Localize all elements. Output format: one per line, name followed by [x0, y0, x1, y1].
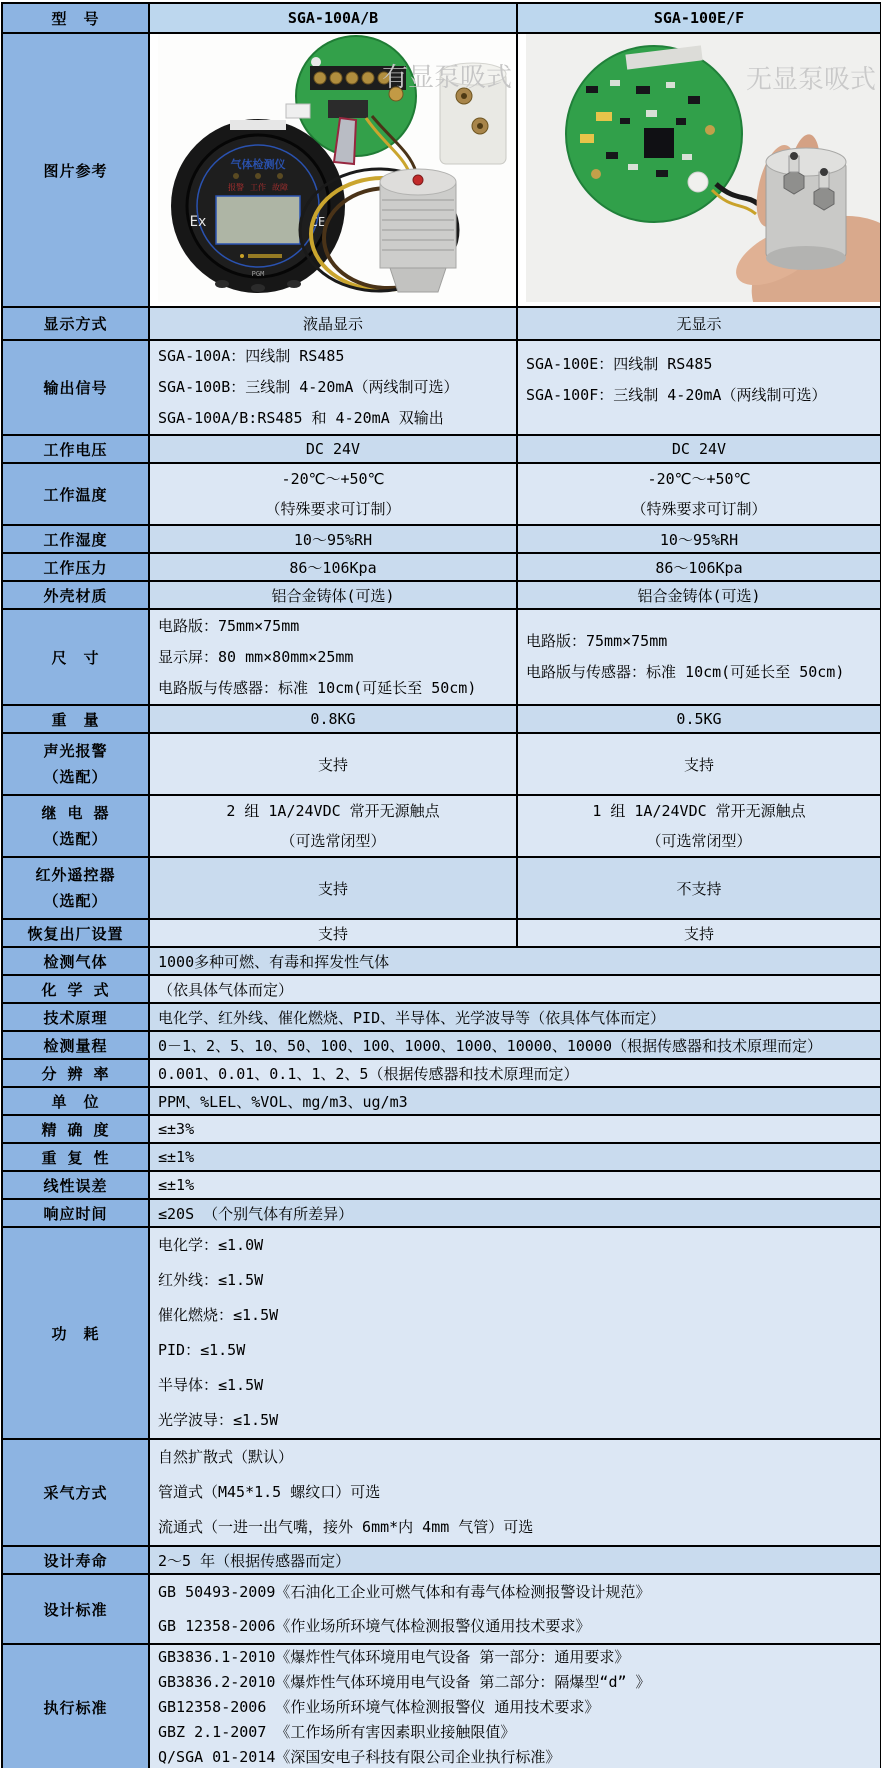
spec-row-unit — [2, 1087, 881, 1115]
silver-sensor-illustration — [766, 148, 846, 270]
row-label: 设计寿命 — [2, 1546, 149, 1574]
spec-row-design-standard — [2, 1574, 881, 1644]
spec-row-pressure — [2, 553, 881, 581]
model-label: 型 号 — [2, 3, 149, 33]
spec-row-linearity — [2, 1171, 881, 1199]
value: （依具体气体而定） — [149, 975, 881, 1003]
row-label: 检测量程 — [2, 1031, 149, 1059]
row-label: 精 确 度 — [2, 1115, 149, 1143]
value-a: -20℃～+50℃ （特殊要求可订制） — [149, 463, 517, 525]
model-b: SGA-100E/F — [517, 3, 881, 33]
row-label: 响应时间 — [2, 1199, 149, 1227]
row-label: 恢复出厂设置 — [2, 919, 149, 947]
spec-row-humidity — [2, 525, 881, 553]
spec-row-range — [2, 1031, 881, 1059]
value: 1000多种可燃、有毒和挥发性气体 — [149, 947, 881, 975]
led-work-label: 工作 — [250, 183, 266, 192]
row-label: 重 复 性 — [2, 1143, 149, 1171]
model-a: SGA-100A/B — [149, 3, 517, 33]
spec-row-reset — [2, 919, 881, 947]
value: ≤±3% — [149, 1115, 881, 1143]
spec-row-sampling — [2, 1439, 881, 1546]
value-a: 10～95%RH — [149, 525, 517, 553]
value-b: 0.5KG — [517, 705, 881, 733]
value-a: 支持 — [149, 919, 517, 947]
spec-row-remote — [2, 857, 881, 919]
value-a: 液晶显示 — [149, 307, 517, 340]
photo-b — [517, 33, 881, 307]
value: GB3836.1-2010《爆炸性气体环境用电气设备 第一部分：通用要求》 GB3836.2-2010《爆炸性气体环境用电气设备 第二部分：隔爆型“d” 》 GB12358-2006 《作业场所环境气体检测报警仪 通用技术要求》 GBZ 2.1-2007 《工作场所有害因素职业接触限值》 Q/SGA 01-2014《深国安电子科技有限公司企业执行标准》 — [149, 1644, 881, 1768]
value-b: 支持 — [517, 919, 881, 947]
spec-row-relay — [2, 795, 881, 857]
row-label: 工作温度 — [2, 463, 149, 525]
value: ≤±1% — [149, 1143, 881, 1171]
value-a: 支持 — [149, 733, 517, 795]
row-label: 显示方式 — [2, 307, 149, 340]
spec-row-resolution — [2, 1059, 881, 1087]
pgm-label: PGM — [251, 270, 265, 278]
value-b: 1 组 1A/24VDC 常开无源触点 （可选常闭型） — [517, 795, 881, 857]
spec-row-lifespan — [2, 1546, 881, 1574]
value: 电化学：≤1.0W 红外线：≤1.5W 催化燃烧：≤1.5W PID：≤1.5W 半导体：≤1.5W 光学波导：≤1.5W — [149, 1227, 881, 1439]
spec-row-voltage — [2, 435, 881, 463]
photo-label: 图片参考 — [2, 33, 149, 307]
product-photo-pumped-display — [158, 34, 517, 302]
value-b: 电路版：75mm×75mm 电路版与传感器：标准 10cm(可延长至 50cm) — [517, 609, 881, 705]
value-a: DC 24V — [149, 435, 517, 463]
value-b: DC 24V — [517, 435, 881, 463]
row-label: 采气方式 — [2, 1439, 149, 1546]
value: ≤±1% — [149, 1171, 881, 1199]
watermark-pumped-nodisplay: 无显泵吸式 — [745, 65, 876, 95]
value-b: -20℃～+50℃ （特殊要求可订制） — [517, 463, 881, 525]
spec-row-response-time — [2, 1199, 881, 1227]
spec-row-formula — [2, 975, 881, 1003]
value-b: SGA-100E：四线制 RS485 SGA-100F：三线制 4-20mA（两线制可选） — [517, 340, 881, 435]
spec-table — [1, 2, 881, 1768]
value-a: 电路版：75mm×75mm 显示屏：80 mm×80mm×25mm 电路版与传感器：标准 10cm(可延长至 50cm) — [149, 609, 517, 705]
device-title: 气体检测仪 — [230, 158, 286, 171]
value: 电化学、红外线、催化燃烧、PID、半导体、光学波导等（依具体气体而定） — [149, 1003, 881, 1031]
value-a: 0.8KG — [149, 705, 517, 733]
spec-row-accuracy — [2, 1115, 881, 1143]
row-label: 线性误差 — [2, 1171, 149, 1199]
value: GB 50493-2009《石油化工企业可燃气体和有毒气体检测报警设计规范》 GB 12358-2006《作业场所环境气体检测报警仪通用技术要求》 — [149, 1574, 881, 1644]
row-label: 执行标准 — [2, 1644, 149, 1768]
row-label: 尺 寸 — [2, 609, 149, 705]
row-label: 分 辨 率 — [2, 1059, 149, 1087]
spec-row-weight — [2, 705, 881, 733]
value: 0－1、2、5、10、50、100、100、1000、1000、10000、10000（根据传感器和技术原理而定） — [149, 1031, 881, 1059]
value-a: SGA-100A：四线制 RS485 SGA-100B：三线制 4-20mA（两线制可选） SGA-100A/B:RS485 和 4-20mA 双输出 — [149, 340, 517, 435]
row-label: 设计标准 — [2, 1574, 149, 1644]
value-b: 支持 — [517, 733, 881, 795]
row-label: 检测气体 — [2, 947, 149, 975]
row-label: 单 位 — [2, 1087, 149, 1115]
value-a: 2 组 1A/24VDC 常开无源触点 （可选常闭型） — [149, 795, 517, 857]
row-label: 重 量 — [2, 705, 149, 733]
ce-mark: CE — [310, 215, 326, 229]
value: 2～5 年（根据传感器而定） — [149, 1546, 881, 1574]
row-label: 技术原理 — [2, 1003, 149, 1031]
row-label: 外壳材质 — [2, 581, 149, 609]
row-label: 化 学 式 — [2, 975, 149, 1003]
spec-row-power — [2, 1227, 881, 1439]
photo-a — [149, 33, 517, 307]
value: PPM、%LEL、%VOL、mg/m3、ug/m3 — [149, 1087, 881, 1115]
product-photo-pumped-nodisplay — [526, 34, 881, 302]
spec-row-execution-standard — [2, 1644, 881, 1768]
row-label: 红外遥控器 （选配） — [2, 857, 149, 919]
spec-row-alarm — [2, 733, 881, 795]
value-a: 支持 — [149, 857, 517, 919]
value: 0.001、0.01、0.1、1、2、5（根据传感器和技术原理而定） — [149, 1059, 881, 1087]
row-label: 功 耗 — [2, 1227, 149, 1439]
spec-row-output — [2, 340, 881, 435]
row-label: 输出信号 — [2, 340, 149, 435]
value-b: 不支持 — [517, 857, 881, 919]
value-b: 86～106Kpa — [517, 553, 881, 581]
header-row — [2, 3, 881, 33]
led-alarm-label: 报警 — [228, 183, 244, 192]
value-a: 86～106Kpa — [149, 553, 517, 581]
spec-row-temperature — [2, 463, 881, 525]
row-label: 工作湿度 — [2, 525, 149, 553]
value-a: 铝合金铸体(可选) — [149, 581, 517, 609]
row-label: 工作电压 — [2, 435, 149, 463]
value: ≤20S （个别气体有所差异） — [149, 1199, 881, 1227]
silver-sensor-illustration — [380, 169, 456, 292]
led-fault-label: 故障 — [272, 183, 288, 192]
row-label: 声光报警 （选配） — [2, 733, 149, 795]
spec-row-principle — [2, 1003, 881, 1031]
value: 自然扩散式（默认） 管道式（M45*1.5 螺纹口）可选 流通式（一进一出气嘴，接外 6mm*内 4mm 气管）可选 — [149, 1439, 881, 1546]
value-b: 无显示 — [517, 307, 881, 340]
spec-row-display — [2, 307, 881, 340]
ex-mark: Ex — [189, 214, 207, 230]
spec-row-repeatability — [2, 1143, 881, 1171]
spec-row-housing — [2, 581, 881, 609]
photo-row — [2, 33, 881, 307]
spec-row-gases — [2, 947, 881, 975]
pcb-illustration — [566, 45, 742, 222]
value-b: 铝合金铸体(可选) — [517, 581, 881, 609]
row-label: 继 电 器 （选配） — [2, 795, 149, 857]
watermark-pumped-display: 有显泵吸式 — [381, 63, 512, 93]
spec-row-size — [2, 609, 881, 705]
row-label: 工作压力 — [2, 553, 149, 581]
value-b: 10～95%RH — [517, 525, 881, 553]
